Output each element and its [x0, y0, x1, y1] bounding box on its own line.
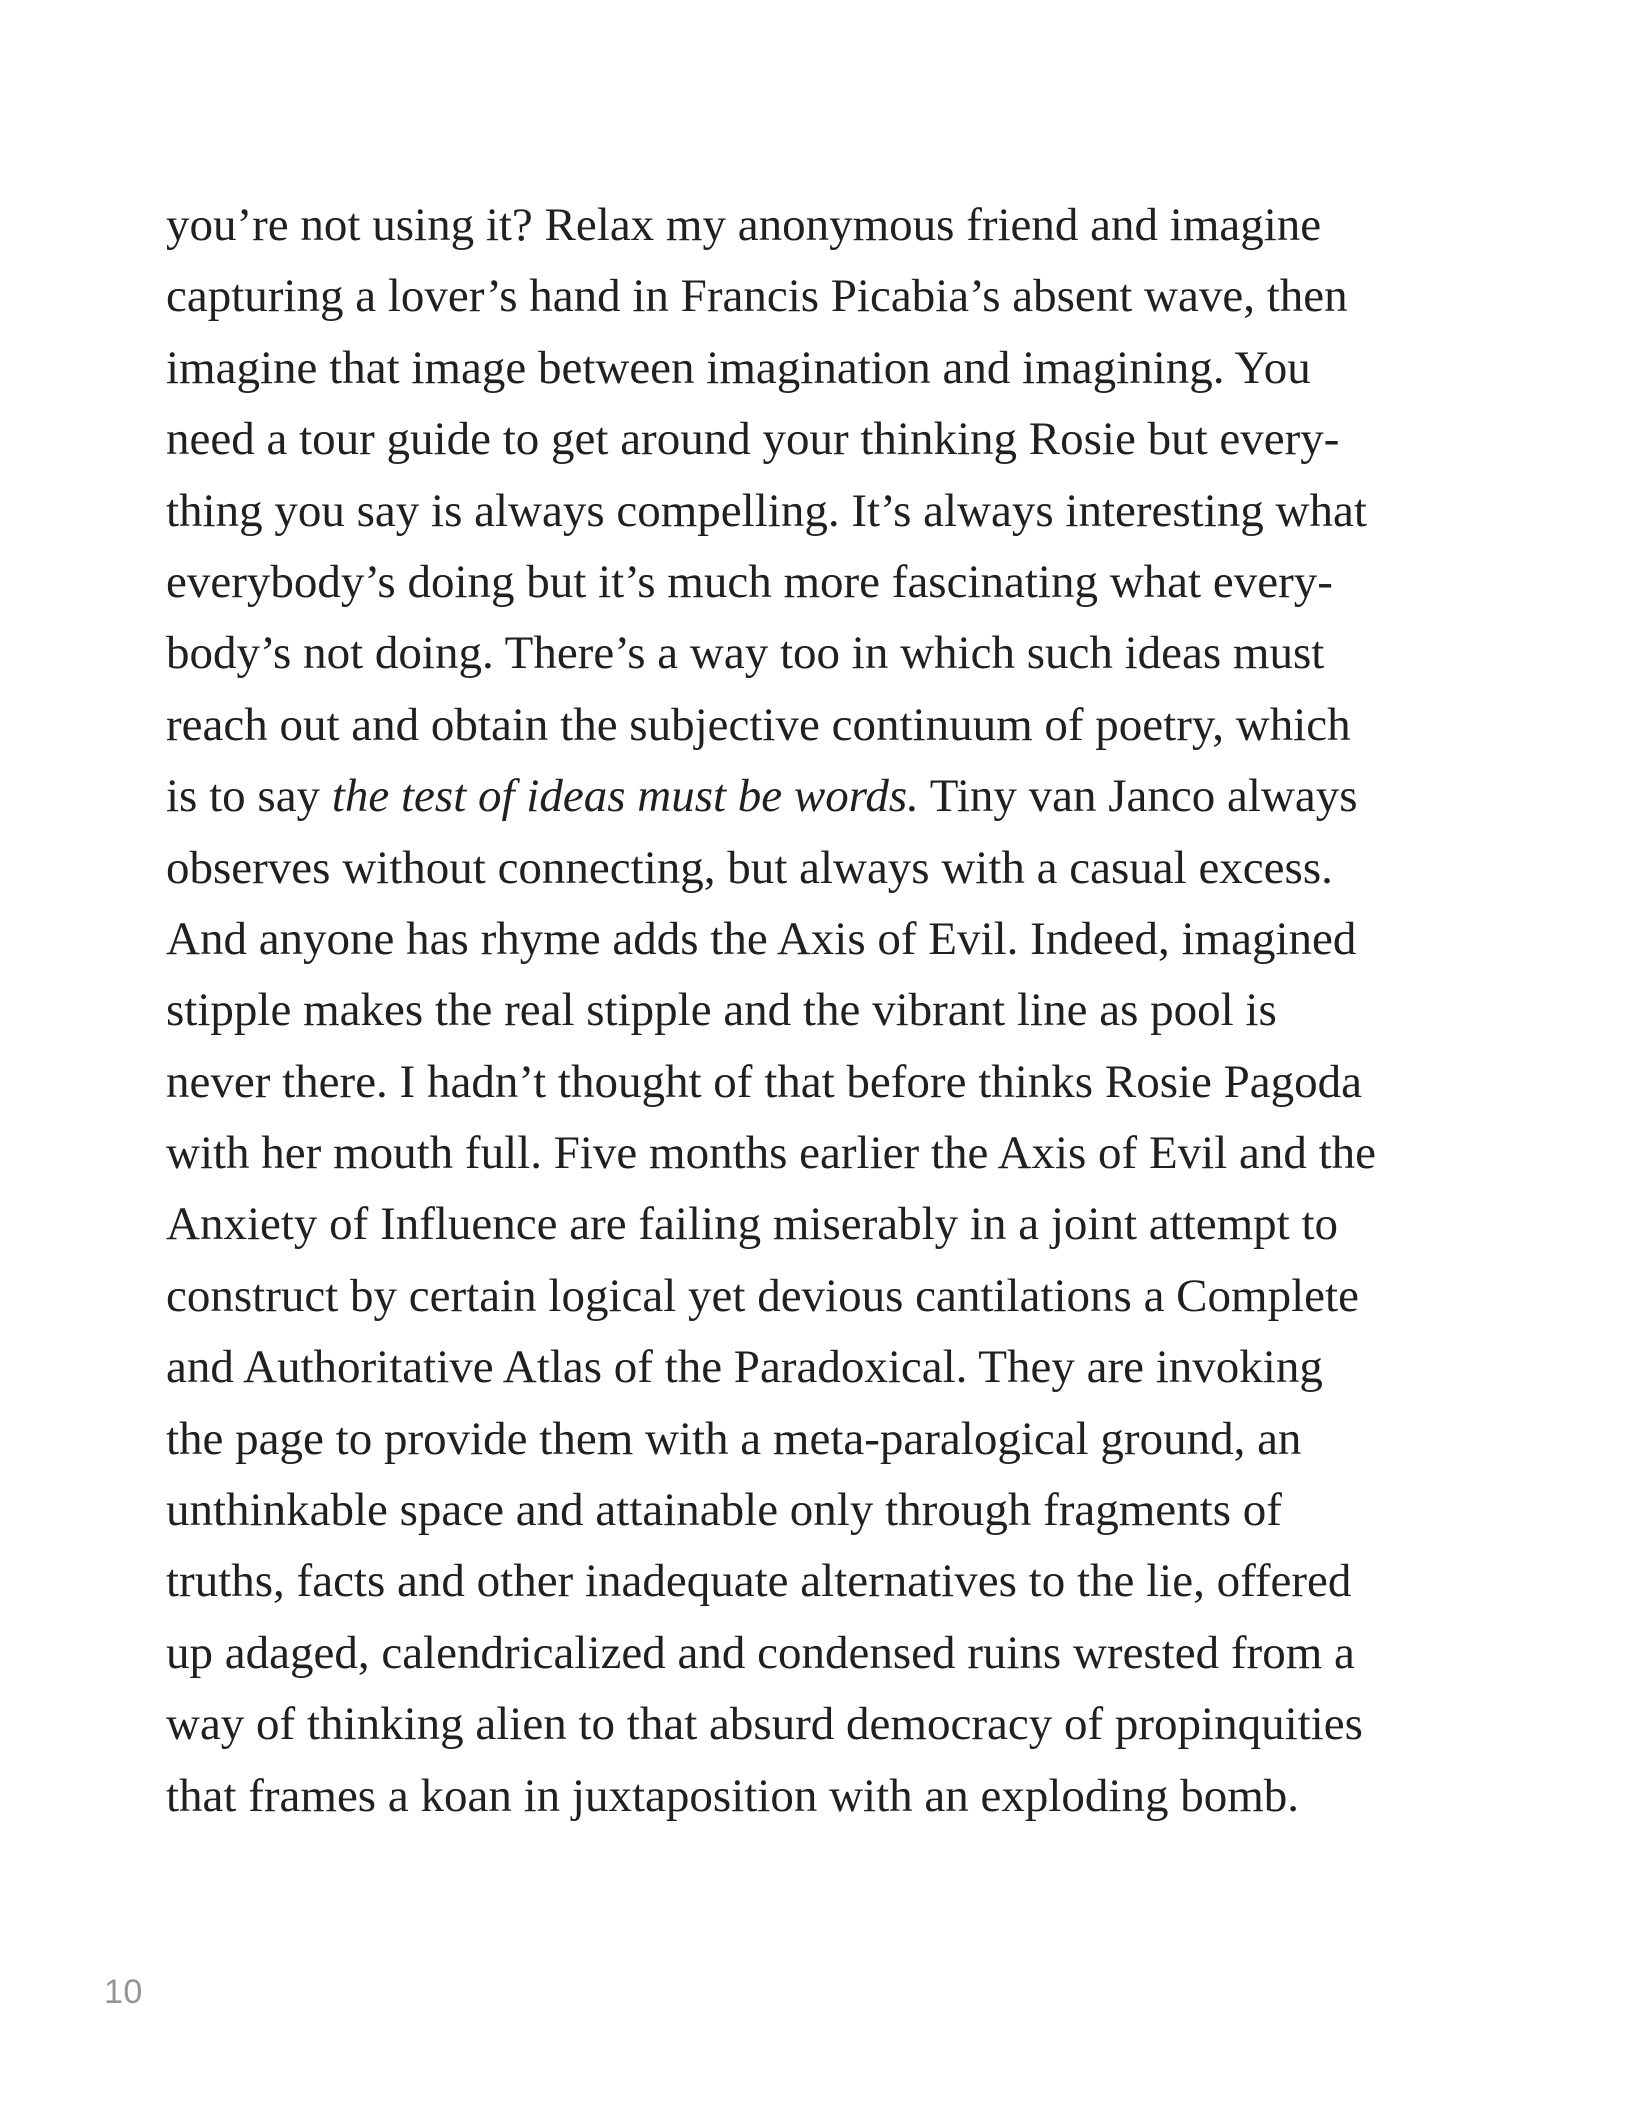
text-line: observes without connecting, but always with a casual excess. [166, 841, 1333, 894]
text-line: And anyone has rhyme adds the Axis of Evil. Indeed, imagined [166, 912, 1357, 965]
text-segment: is to say [166, 770, 332, 823]
italic-phrase: the test of ideas must be words. [331, 770, 919, 823]
text-line: imagine that image between imagination and imagining. You [166, 341, 1311, 394]
page-number: 10 [104, 1973, 143, 2011]
text-line: construct by certain logical yet devious cantilations a Complete [166, 1269, 1359, 1322]
text-line: with her mouth full. Five months earlier the Axis of Evil and the [166, 1127, 1377, 1180]
text-line: never there. I hadn’t thought of that before thinks Rosie Pagoda [166, 1055, 1363, 1108]
text-line: everybody’s doing but it’s much more fascinating what every- [166, 555, 1333, 608]
text-segment: Tiny van Janco always [918, 770, 1358, 823]
text-line: the page to provide them with a meta-paralogical ground, an [166, 1412, 1302, 1465]
text-line: reach out and obtain the subjective continuum of poetry, which [166, 698, 1351, 751]
text-line: thing you say is always compelling. It’s always interesting what [166, 484, 1367, 537]
text-line: capturing a lover’s hand in Francis Picabia’s absent wave, then [166, 270, 1348, 323]
text-line: and Authoritative Atlas of the Paradoxical. They are invoking [166, 1341, 1323, 1394]
text-line: you’re not using it? Relax my anonymous friend and imagine [166, 199, 1322, 251]
text-line: way of thinking alien to that absurd democracy of propinquities [166, 1698, 1363, 1751]
text-line: body’s not doing. There’s a way too in which such ideas must [166, 627, 1325, 680]
text-line: unthinkable space and attainable only through fragments of [166, 1484, 1282, 1537]
body-text [166, 190, 1506, 1832]
text-line: need a tour guide to get around your thinking Rosie but every- [166, 413, 1340, 466]
text-line: stipple makes the real stipple and the vibrant line as pool is [166, 984, 1277, 1037]
text-line: truths, facts and other inadequate alternatives to the lie, offered [166, 1555, 1352, 1608]
text-line [166, 761, 1506, 832]
text-line: up adaged, calendricalized and condensed ruins wrested from a [166, 1626, 1355, 1679]
text-line: Anxiety of Influence are failing miserably in a joint attempt to [166, 1198, 1339, 1251]
text-line: that frames a koan in juxtaposition with an exploding bomb. [166, 1769, 1300, 1822]
